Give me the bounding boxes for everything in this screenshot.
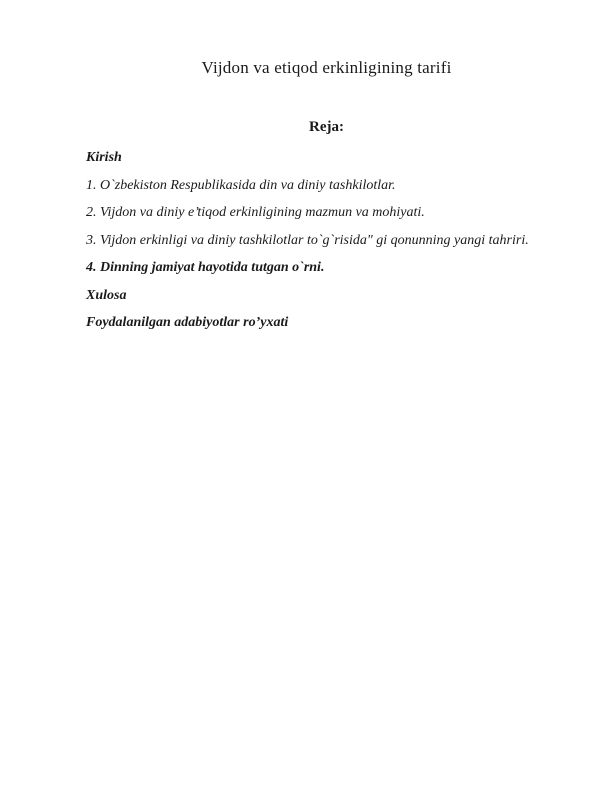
plan-heading: Reja: <box>309 119 344 135</box>
outline-item-2: 2. Vijdon va diniy e’tiqod erkinligining mazmun va mohiyati. <box>86 205 425 220</box>
outline-item-3: 3. Vijdon erkinligi va diniy tashkilotlar to`g`risida" gi qonunning yangi tahriri. <box>86 232 529 248</box>
document-title: Vijdon va etiqod erkinligining tarifi <box>201 58 452 77</box>
outline-item-kirish: Kirish <box>86 150 122 165</box>
outline-item-1: 1. O`zbekiston Respublikasida din va diniy tashkilotlar. <box>86 177 396 193</box>
outline-list <box>86 144 567 337</box>
outline-item-4: 4. Dinning jamiyat hayotida tutgan o`rni. <box>86 260 325 275</box>
outline-item-xulosa: Xulosa <box>86 287 127 303</box>
outline-item-references: Foydalanilgan adabiyotlar ro’yxati <box>86 315 289 330</box>
